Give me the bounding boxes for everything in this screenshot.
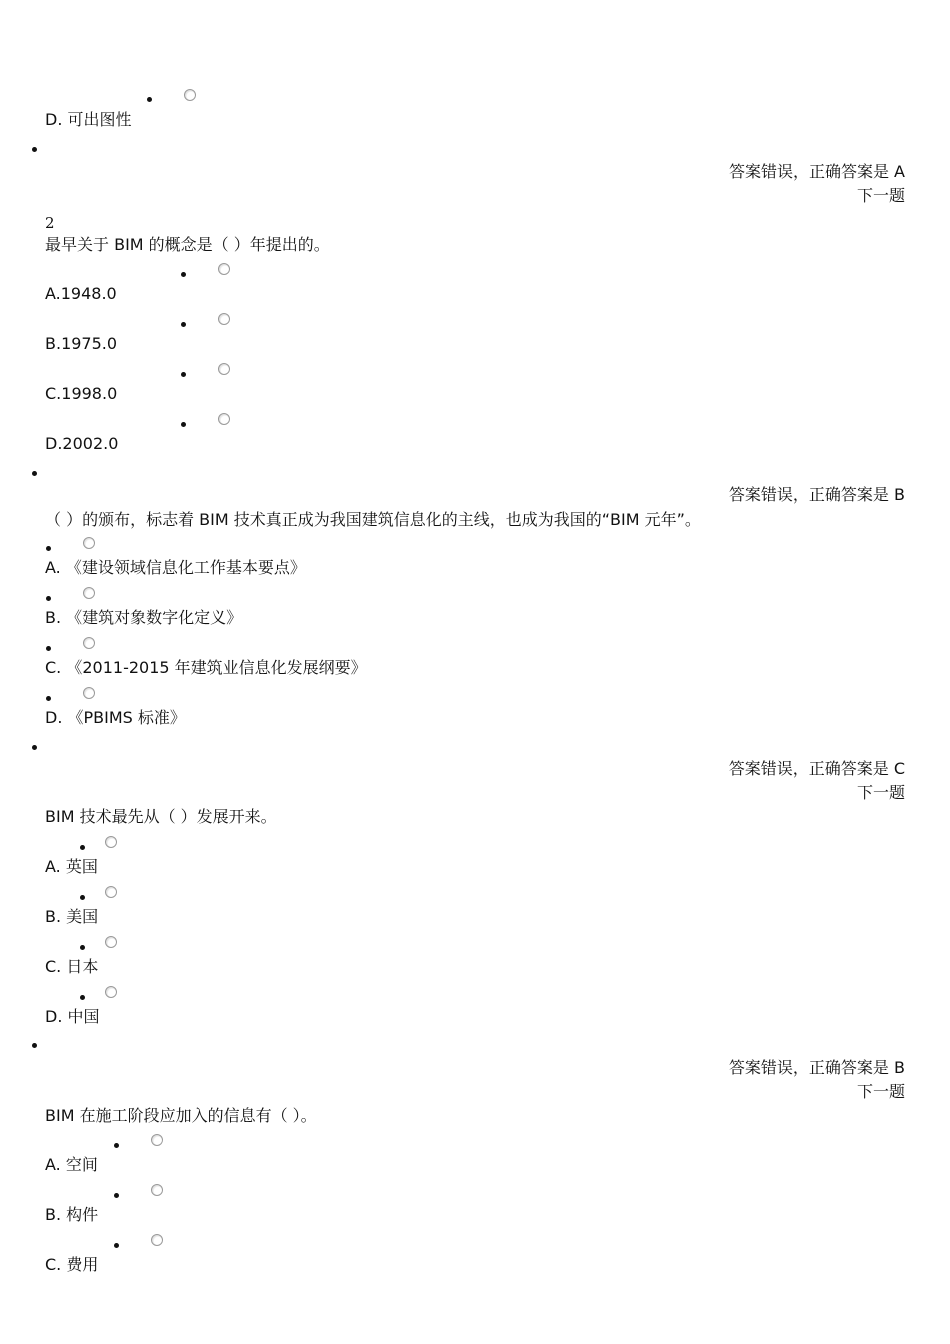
option-label-2a: A.1948.0 bbox=[45, 284, 117, 303]
option-label-5c: C. 费用 bbox=[45, 1255, 99, 1274]
list-bullet bbox=[46, 646, 51, 651]
question-text-4: BIM 技术最先从（ ）发展开来。 bbox=[45, 807, 277, 826]
list-bullet bbox=[32, 147, 37, 152]
radio-option-2a[interactable] bbox=[218, 263, 230, 275]
list-bullet bbox=[114, 1243, 119, 1248]
question-text-3: （ ）的颁布，标志着 BIM 技术真正成为我国建筑信息化的主线，也成为我国的“BIM 元年”。 bbox=[45, 510, 701, 529]
answer-feedback-2: 答案错误，正确答案是 B bbox=[728, 485, 905, 504]
option-label-5a: A. 空间 bbox=[45, 1155, 98, 1174]
question-number: 2 bbox=[45, 214, 55, 232]
radio-option-4b[interactable] bbox=[105, 886, 117, 898]
next-question-link-1[interactable]: 下一题 bbox=[856, 186, 905, 205]
list-bullet bbox=[147, 97, 152, 102]
list-bullet bbox=[46, 596, 51, 601]
list-bullet bbox=[181, 272, 186, 277]
option-label-1d: D. 可出图性 bbox=[45, 110, 132, 129]
radio-option-5b[interactable] bbox=[151, 1184, 163, 1196]
answer-feedback-4: 答案错误，正确答案是 B bbox=[728, 1058, 905, 1077]
radio-option-5c[interactable] bbox=[151, 1234, 163, 1246]
question-text-5: BIM 在施工阶段应加入的信息有（ ）。 bbox=[45, 1106, 317, 1125]
option-label-4c: C. 日本 bbox=[45, 957, 99, 976]
list-bullet bbox=[181, 372, 186, 377]
list-bullet bbox=[80, 995, 85, 1000]
option-label-5b: B. 构件 bbox=[45, 1205, 99, 1224]
option-label-4b: B. 美国 bbox=[45, 907, 99, 926]
list-bullet bbox=[181, 322, 186, 327]
next-question-link-3[interactable]: 下一题 bbox=[856, 783, 905, 802]
radio-option-4a[interactable] bbox=[105, 836, 117, 848]
answer-feedback-1: 答案错误，正确答案是 A bbox=[728, 162, 905, 181]
list-bullet bbox=[32, 745, 37, 750]
list-bullet bbox=[32, 1043, 37, 1048]
option-label-4a: A. 英国 bbox=[45, 857, 98, 876]
option-label-2d: D.2002.0 bbox=[45, 434, 119, 453]
list-bullet bbox=[80, 845, 85, 850]
list-bullet bbox=[32, 471, 37, 476]
list-bullet bbox=[181, 422, 186, 427]
radio-option-3c[interactable] bbox=[83, 637, 95, 649]
option-label-3b: B. 《建筑对象数字化定义》 bbox=[45, 608, 243, 627]
answer-feedback-3: 答案错误，正确答案是 C bbox=[728, 759, 905, 778]
option-label-3c: C. 《2011-2015 年建筑业信息化发展纲要》 bbox=[45, 658, 367, 677]
option-label-3d: D. 《PBIMS 标准》 bbox=[45, 708, 186, 727]
radio-option-2d[interactable] bbox=[218, 413, 230, 425]
radio-option-5a[interactable] bbox=[151, 1134, 163, 1146]
list-bullet bbox=[46, 546, 51, 551]
radio-option-1d[interactable] bbox=[184, 89, 196, 101]
radio-option-2b[interactable] bbox=[218, 313, 230, 325]
list-bullet bbox=[46, 696, 51, 701]
option-label-2c: C.1998.0 bbox=[45, 384, 118, 403]
list-bullet bbox=[114, 1193, 119, 1198]
option-label-2b: B.1975.0 bbox=[45, 334, 118, 353]
radio-option-4d[interactable] bbox=[105, 986, 117, 998]
radio-option-3b[interactable] bbox=[83, 587, 95, 599]
list-bullet bbox=[80, 945, 85, 950]
option-label-4d: D. 中国 bbox=[45, 1007, 100, 1026]
list-bullet bbox=[114, 1143, 119, 1148]
radio-option-4c[interactable] bbox=[105, 936, 117, 948]
option-label-3a: A. 《建设领域信息化工作基本要点》 bbox=[45, 558, 306, 577]
radio-option-3a[interactable] bbox=[83, 537, 95, 549]
next-question-link-4[interactable]: 下一题 bbox=[856, 1082, 905, 1101]
radio-option-3d[interactable] bbox=[83, 687, 95, 699]
list-bullet bbox=[80, 895, 85, 900]
question-text-2: 最早关于 BIM 的概念是（ ）年提出的。 bbox=[45, 235, 330, 254]
radio-option-2c[interactable] bbox=[218, 363, 230, 375]
